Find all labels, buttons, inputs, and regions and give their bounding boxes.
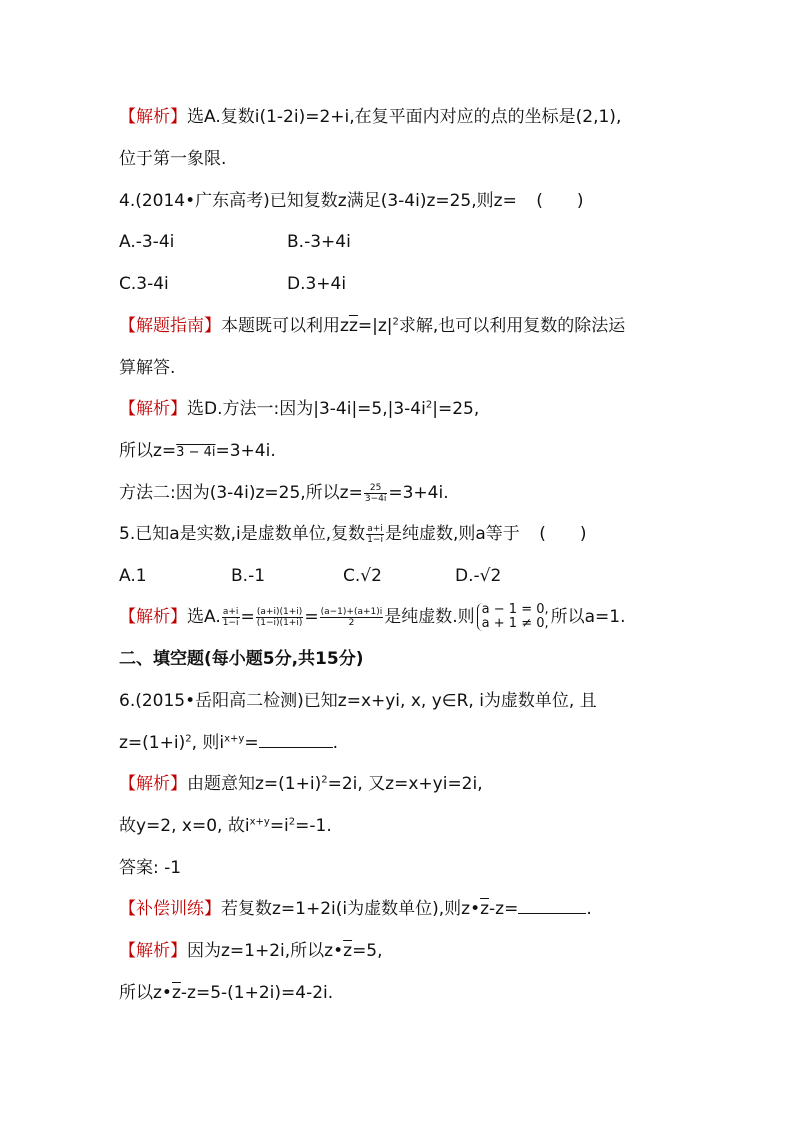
exponent: 2: [392, 316, 399, 328]
option-d: D.-√2: [455, 566, 502, 586]
conjugate-expression: 3 − 4i: [176, 445, 216, 460]
equation-1: a − 1 = 0,: [481, 602, 549, 617]
option-b: B.-3+4i: [287, 232, 351, 252]
solution-text: 方法二:因为(3-4i)z=25,所以z=: [119, 483, 363, 503]
question-5-stem: [119, 522, 586, 546]
solution-text: 选D.方法一:因为|3-4i|=5,|3-4i: [187, 399, 426, 419]
question-text-2: , 则i: [191, 733, 225, 753]
solution-4-line-1: [119, 397, 479, 421]
solution-5-line: 【解析】选A. $\frac{a+i}{1-i}$ = $\frac{(a+i)(1+i)}{(1-i)(1+i)}$ = $\frac{(a-1)+(a+1)i}{2}$ 是纯虚数.则 a − 1 = 0, a + 1 ≠ 0, 所以a=1.: [119, 602, 626, 631]
question-6-line-2: $z=(1+i)^2$, 则$i^{x+y}=$ .: [119, 733, 338, 753]
question-6-line-1: [119, 689, 597, 713]
solution-text: 因为z=1+2i,所以z•: [187, 941, 344, 961]
option-a: A.1: [119, 566, 147, 586]
solution-text: 所以z=: [119, 441, 177, 461]
guide-text-1: 本题既可以利用z: [221, 316, 349, 336]
solution-text-2: 是纯虚数.则: [384, 607, 475, 627]
option-c: C.3-4i: [119, 274, 169, 294]
solution-7-line-1: [119, 939, 383, 963]
question-text-3: =: [244, 733, 259, 753]
extra-practice-tag: 【补偿训练】: [119, 899, 221, 919]
solution-text: 选A.: [187, 607, 221, 627]
z-conjugate: $\overline{z}$: [480, 899, 490, 919]
answer-blank: [518, 913, 586, 914]
exponent: x+y: [249, 816, 270, 828]
section-heading: 二、填空题(每小题5分,共15分): [119, 649, 364, 669]
fraction-denominator: 2: [348, 617, 355, 628]
fraction-numerator: a+i: [367, 523, 383, 534]
answer-paren: ( ): [536, 191, 584, 211]
equation-system: [477, 603, 549, 631]
fraction-denominator: (1−i)(1+i): [256, 617, 303, 628]
option-d: D.3+4i: [287, 274, 347, 294]
exponent: 2: [321, 774, 328, 786]
fraction-3: [320, 607, 384, 628]
solution-4-line-2: [119, 439, 276, 465]
fraction-denominator: 1−i: [367, 534, 383, 545]
answer-paren: ( ): [539, 524, 587, 544]
guide-text: 算解答.: [119, 358, 176, 378]
z-conjugate: $\overline{z}$: [343, 941, 353, 961]
guide-tag: 【解题指南】: [119, 316, 221, 336]
extra-text: 若复数z=1+2i(i为虚数单位),则z•: [221, 899, 481, 919]
option-c: C.√2: [343, 566, 382, 586]
extra-text-2: -z=: [489, 899, 519, 919]
fraction-2: [256, 607, 304, 628]
solution-text: 由题意知z=(1+i): [187, 774, 322, 794]
solution-text-2: -z=5-(1+2i)=4-2i.: [180, 983, 334, 1003]
z-conjugate: $\overline{z}$: [171, 983, 181, 1003]
fraction-numerator: (a+i)(1+i): [256, 606, 303, 617]
fraction: [366, 524, 384, 545]
solution-text: 选A.复数i(1-2i)=2+i,在复平面内对应的点的坐标是(2,1),: [187, 107, 622, 127]
solution-text-2: =5,: [352, 941, 383, 961]
analysis-tag: 【解析】: [119, 774, 187, 794]
solution-text-2: =i: [269, 816, 289, 836]
analysis-tag: 【解析】: [119, 941, 187, 961]
solution-3-line-2: [119, 147, 226, 171]
analysis-tag: 【解析】: [119, 399, 187, 419]
question-4-stem: [119, 189, 584, 213]
question-text: z=(1+i): [119, 733, 186, 753]
solution-text-2: =2i, 又z=x+yi=2i,: [327, 774, 483, 794]
option-b: B.-1: [231, 566, 266, 586]
solution-text: 所以z•: [119, 983, 172, 1003]
answer-blank: [259, 747, 333, 748]
answer-6: 答案: -1: [119, 858, 182, 878]
solution-text: 故y=2, x=0, 故i: [119, 816, 250, 836]
analysis-tag: 【解析】: [119, 107, 187, 127]
guide-text-2: =|z|: [357, 316, 393, 336]
exponent: 2: [288, 816, 296, 828]
solution-text-2: |=25,: [432, 399, 480, 419]
extra-practice-line: 【补偿训练】若复数z=1+2i(i为虚数单位),则$z•\overline{z}-z=$ .: [119, 899, 592, 919]
solution-text-2: =3+4i.: [388, 483, 449, 503]
guide-line-1: [119, 314, 625, 338]
solution-7-line-2: [119, 981, 333, 1005]
fraction-denominator: 3−4i: [364, 493, 387, 504]
exponent: 2: [185, 733, 192, 745]
solution-4-line-3: [119, 481, 449, 505]
question-5-options: [119, 564, 501, 588]
fraction-numerator: a+i: [222, 606, 239, 617]
question-text: 4.(2014•广东高考)已知复数z满足(3-4i)z=25,则z=: [119, 191, 517, 211]
question-text: 5.已知a是实数,i是虚数单位,复数: [119, 524, 366, 544]
fraction-denominator: 1−i: [222, 617, 239, 628]
guide-text-3: 求解,也可以利用复数的除法运: [398, 316, 626, 336]
guide-line-2: [119, 356, 175, 380]
solution-6-line-2: [119, 814, 332, 838]
solution-6-line-1: [119, 772, 483, 796]
solution-text-3: =-1.: [295, 816, 332, 836]
solution-text-2: =3+4i.: [215, 441, 276, 461]
solution-text: 位于第一象限.: [119, 149, 227, 169]
question-text-2: 是纯虚数,则a等于: [384, 524, 520, 544]
fraction-numerator: (a−1)+(a+1)i: [320, 606, 383, 617]
solution-3-line-1: [119, 105, 621, 129]
question-4-options-row-1: [119, 230, 351, 254]
question-text: 6.(2015•岳阳高二检测)已知z=x+yi, x, y∈R, i为虚数单位, 且: [119, 691, 597, 711]
fraction: [364, 483, 388, 504]
exponent: x+y: [224, 733, 245, 745]
analysis-tag: 【解析】: [119, 607, 187, 627]
solution-text-3: 所以a=1.: [550, 607, 626, 627]
question-4-options-row-2: [119, 272, 346, 296]
equation-2: a + 1 ≠ 0,: [481, 616, 549, 631]
fraction-numerator: 25: [364, 483, 388, 494]
z-conjugate: $\overline{z}$: [348, 316, 358, 336]
exponent: 2: [425, 399, 433, 411]
option-a: A.-3-4i: [119, 232, 175, 252]
fraction-1: [222, 607, 240, 628]
